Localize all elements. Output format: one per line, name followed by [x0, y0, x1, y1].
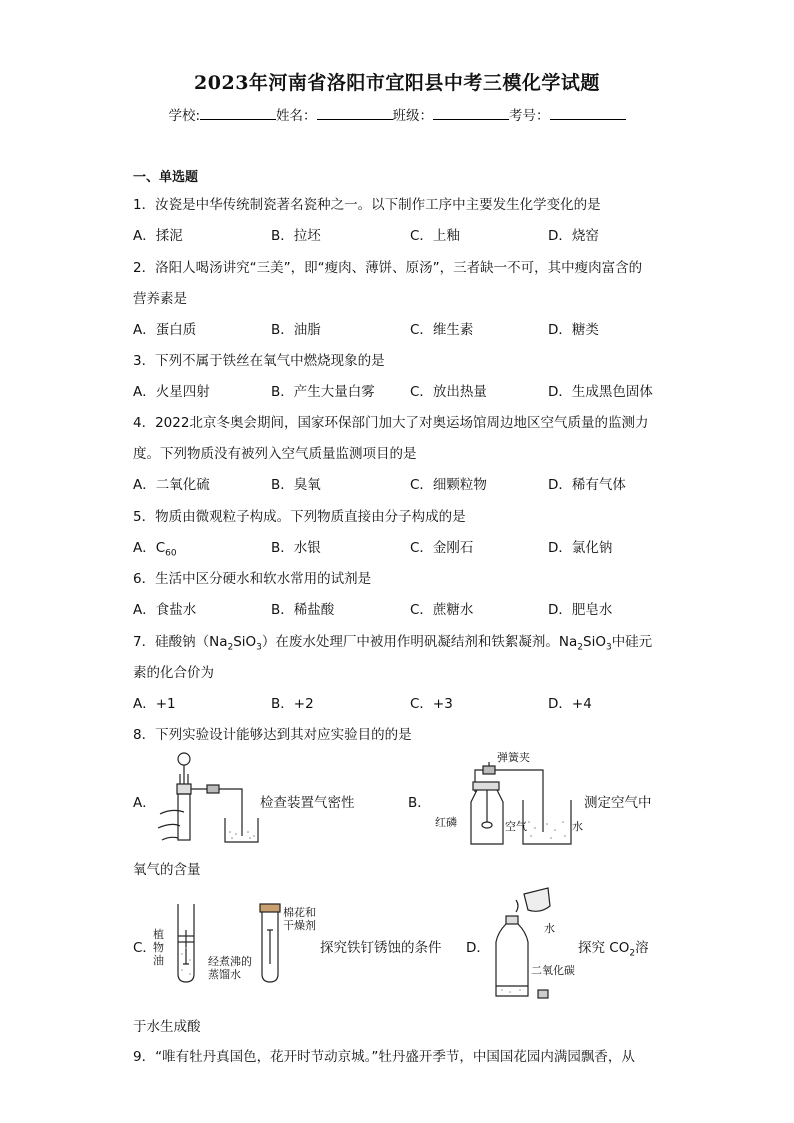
q8-d-co2-label: 二氧化碳	[531, 964, 575, 977]
q8-d-text-b: 溶	[635, 940, 649, 956]
q1-option-d[interactable]: D．烧窑	[548, 228, 599, 244]
q7-seg-d: SiO	[583, 634, 606, 650]
q8-d-text-cont: 于水生成酸	[133, 1019, 201, 1035]
school-label: 学校:	[168, 108, 201, 124]
q8-b-text: 测定空气中	[584, 795, 652, 811]
question-8-text: 8．下列实验设计能够达到其对应实验目的的是	[133, 727, 412, 743]
q2-option-a[interactable]: A．蛋白质	[133, 322, 197, 338]
q5-option-d[interactable]: D．氯化钠	[548, 540, 613, 556]
class-blank[interactable]	[433, 105, 509, 120]
q8-c-water-1: 经煮沸的	[208, 955, 252, 968]
q8-b-diagram	[435, 762, 575, 850]
q7-option-b[interactable]: B．+2	[271, 696, 314, 712]
question-4-text-cont: 度。下列物质没有被列入空气质量监测项目的是	[133, 446, 417, 462]
q7-option-a[interactable]: A．+1	[133, 696, 176, 712]
q7-sub-c: 2	[577, 642, 583, 653]
q4-option-a[interactable]: A．二氧化硫	[133, 477, 210, 493]
q8-c-oil-2: 物	[153, 941, 164, 954]
q3-option-a[interactable]: A．火星四射	[133, 384, 210, 400]
q1-option-b[interactable]: B．拉坯	[271, 228, 321, 244]
school-blank[interactable]	[200, 105, 276, 120]
name-label: 姓名：	[276, 108, 317, 124]
q2-option-d[interactable]: D．糖类	[548, 322, 599, 338]
q7-seg-b: SiO	[233, 634, 257, 650]
q8-a-diagram	[150, 748, 260, 848]
question-3-text: 3．下列不属于铁丝在氧气中燃烧现象的是	[133, 353, 385, 369]
q8-c-cotton-label	[283, 906, 316, 932]
q4-option-d[interactable]: D．稀有气体	[548, 477, 626, 493]
q8-b-water-label: 水	[572, 820, 583, 833]
q3-option-b[interactable]: B．产生大量白雾	[271, 384, 375, 400]
q7-option-c[interactable]: C．+3	[410, 696, 453, 712]
q8-d-water-label: 水	[544, 922, 555, 935]
q7-option-d[interactable]: D．+4	[548, 696, 592, 712]
class-label: 班级：	[392, 108, 434, 124]
q5-option-c[interactable]: C．金刚石	[410, 540, 474, 556]
q3-option-c[interactable]: C．放出热量	[410, 384, 487, 400]
exam-no-blank[interactable]	[550, 105, 626, 120]
q3-option-d[interactable]: D．生成黑色固体	[548, 384, 653, 400]
q6-option-a[interactable]: A．食盐水	[133, 602, 197, 618]
q6-option-d[interactable]: D．肥皂水	[548, 602, 613, 618]
q8-c-text: 探究铁钉锈蚀的条件	[320, 940, 442, 956]
q6-option-b[interactable]: B．稀盐酸	[271, 602, 335, 618]
q5-option-a-sub: 60	[165, 548, 177, 559]
question-2-text: 2．洛阳人喝汤讲究“三美”，即“瘦肉、薄饼、原汤”，三者缺一不可，其中瘦肉富含的	[133, 260, 643, 276]
section-heading: 一、单选题	[133, 170, 199, 185]
q8-d-text-a: 探究 CO	[578, 940, 630, 956]
q8-b-red-p-label: 红磷	[435, 816, 457, 829]
q8-d-text	[578, 936, 649, 959]
q7-sub-a: 2	[227, 642, 234, 653]
page-title: 2023年河南省洛阳市宜阳县中考三模化学试题	[194, 72, 600, 94]
q8-b-text-cont: 氧气的含量	[133, 862, 201, 878]
q4-option-b[interactable]: B．臭氧	[271, 477, 321, 493]
q8-c-water-2: 蒸馏水	[208, 968, 241, 981]
q7-sub-d: 3	[605, 642, 612, 653]
q7-seg-a: 7．硅酸钠（Na	[133, 634, 228, 650]
q8-c-cotton-1: 棉花和	[283, 906, 316, 919]
q1-option-a[interactable]: A．揉泥	[133, 228, 183, 244]
q6-option-c[interactable]: C．蔗糖水	[410, 602, 474, 618]
q8-c-cotton-2: 干燥剂	[283, 919, 316, 932]
q8-b-spring-label: 弹簧夹	[497, 751, 530, 764]
q2-option-b[interactable]: B．油脂	[271, 322, 321, 338]
name-blank[interactable]	[317, 105, 393, 120]
question-6-text: 6．生活中区分硬水和软水常用的试剂是	[133, 571, 372, 587]
q8-option-b[interactable]: B．	[408, 795, 431, 811]
q8-b-air-label: 空气	[505, 820, 527, 833]
q8-c-water-label	[208, 955, 252, 981]
q8-option-d[interactable]: D．	[466, 940, 490, 956]
q5-option-a[interactable]	[133, 536, 177, 559]
q5-option-b[interactable]: B．水银	[271, 540, 321, 556]
question-7-text	[133, 630, 652, 653]
q5-option-a-label: A．C	[133, 540, 166, 556]
q8-d-diagram	[490, 886, 565, 1002]
q2-option-c[interactable]: C．维生素	[410, 322, 474, 338]
student-info-line	[0, 104, 794, 124]
q7-seg-c: ）在废水处理厂中被用作明矾凝结剂和铁絮凝剂。Na	[261, 634, 578, 650]
question-2-text-cont: 营养素是	[133, 291, 187, 307]
q1-option-c[interactable]: C．上釉	[410, 228, 460, 244]
question-1-text: 1．汝瓷是中华传统制瓷著名瓷种之一。以下制作工序中主要发生化学变化的是	[133, 197, 601, 213]
q4-option-c[interactable]: C．细颗粒物	[410, 477, 487, 493]
q8-a-text: 检查装置气密性	[260, 795, 355, 811]
q8-option-a[interactable]: A．	[133, 795, 156, 811]
q7-sub-b: 3	[256, 642, 262, 653]
q8-option-c[interactable]: C．	[133, 940, 156, 956]
question-7-text-cont: 素的化合价为	[133, 665, 214, 681]
question-9-text: 9．“唯有牡丹真国色，花开时节动京城。”牡丹盛开季节，中国国花园内满园飘香，从	[133, 1049, 635, 1065]
q8-c-oil-1: 植	[153, 928, 164, 941]
q8-c-oil-label	[153, 928, 164, 967]
q7-seg-e: 中硅元	[611, 634, 653, 650]
question-5-text: 5．物质由微观粒子构成。下列物质直接由分子构成的是	[133, 509, 466, 525]
exam-no-label: 考号：	[509, 108, 550, 124]
q8-c-oil-3: 油	[153, 954, 164, 967]
question-4-text: 4．2022北京冬奥会期间，国家环保部门加大了对奥运场馆周边地区空气质量的监测力	[133, 415, 649, 431]
q8-d-text-sub: 2	[629, 948, 636, 959]
